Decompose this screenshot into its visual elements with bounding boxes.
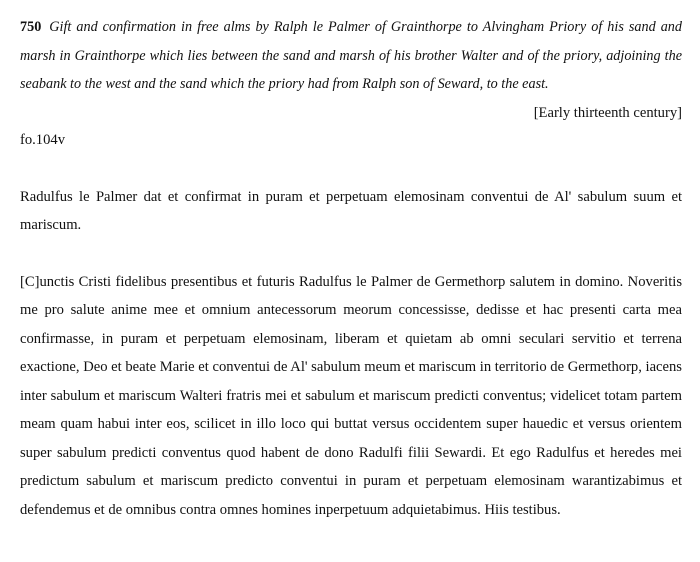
- entry-date: [Early thirteenth century]: [533, 104, 682, 121]
- entry-heading-text: Gift and confirmation in free alms by Ralph le Palmer of Grainthorpe to Alvingham Priory of his sand and marsh in Grainthorpe which lies between the sand and marsh of his brother Walter and of the priory, adjoining the seabank to the west and the sand which the priory had from Ralph son of Seward, to the east.: [20, 19, 682, 92]
- document-page: [20, 13, 682, 524]
- latin-summary: Radulfus le Palmer dat et confirmat in puram et perpetuam elemosinam conventui de Al' sabulum suum et mariscum.: [20, 188, 682, 233]
- folio-reference: fo.104v: [20, 132, 65, 148]
- entry-number: 750: [20, 19, 42, 35]
- entry-heading: [20, 13, 682, 99]
- charter-text: [C]unctis Cristi fidelibus presentibus et futuris Radulfus le Palmer de Germethorp salutem in domino. Noveritis me pro salute anime mee et omnium antecessorum meorum concessisse, dedisse et hac presenti carta mea confirmasse, in puram et perpetuam elemosinam, liberam et quietam ab omni seculari servitio et terrena exactione, Deo et beate Marie et conventui de Al' sabulum meum et mariscum in territorio de Germethorp, iacens inter sabulum et mariscum Walteri fratris mei et sabulum et mariscum predicti conventus; videlicet totam partem meam quam habui inter eos, scilicet in illo loco qui buttat versus occidentem super hauedic et versus orientem super sabulum predicti conventus quod habent de dono Radulfi filii Sewardi. Et ego Radulfus et heredes mei predictum sabulum et mariscum predicto conventui in puram et perpetuam elemosinam warantizabimus et defendemus et de omnibus contra omnes homines inperpetuum adquietabimus. Hiis testibus.: [20, 273, 682, 518]
